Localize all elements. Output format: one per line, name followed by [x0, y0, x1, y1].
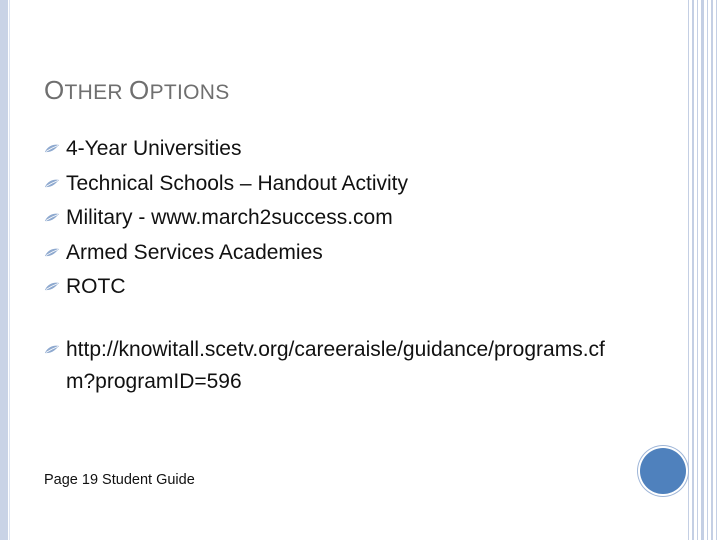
leaf-bullet-icon [44, 248, 60, 259]
link-bullet-item [44, 334, 644, 398]
program-link[interactable]: http://knowitall.scetv.org/careeraisle/guidance/programs.cfm?programID=596 [66, 337, 605, 393]
right-decorative-band [686, 0, 720, 540]
right-band-line [688, 0, 689, 540]
leaf-bullet-icon [44, 282, 60, 293]
bullet-spacer [44, 305, 644, 334]
right-band-line [707, 0, 708, 540]
left-decorative-stripe [0, 0, 8, 540]
slide-title: OTHER OPTIONS [44, 75, 230, 105]
bullet-list [44, 132, 644, 398]
right-band-line [716, 0, 717, 540]
leaf-bullet-icon [44, 144, 60, 155]
leaf-bullet-icon [44, 345, 60, 356]
bullet-item: Military - www.march2success.com [44, 201, 644, 236]
leaf-bullet-icon [44, 179, 60, 190]
page-reference: Page 19 Student Guide [44, 472, 195, 488]
bullet-item: Armed Services Academies [44, 236, 644, 271]
right-band-line [711, 0, 713, 540]
left-decorative-line [9, 0, 10, 540]
bullet-item: 4-Year Universities [44, 132, 644, 167]
right-band-line [692, 0, 694, 540]
accent-circle [640, 448, 686, 494]
right-band-line [701, 0, 704, 540]
leaf-bullet-icon [44, 213, 60, 224]
bullet-item: ROTC [44, 270, 644, 305]
right-band-line [697, 0, 698, 540]
bullet-item: Technical Schools – Handout Activity [44, 167, 644, 202]
